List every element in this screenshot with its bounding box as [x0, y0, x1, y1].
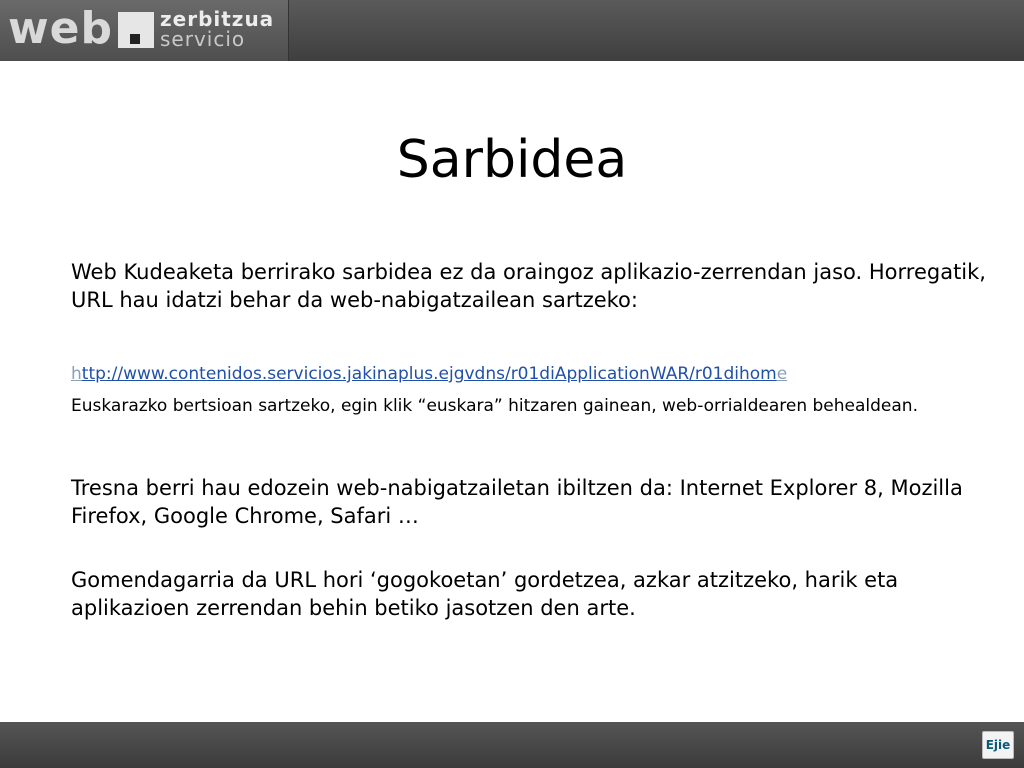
url-last-char: e	[776, 364, 788, 384]
ejie-logo: Ejie	[982, 731, 1014, 759]
header-bar	[0, 0, 1024, 61]
web-zerbitzua-logo	[0, 0, 289, 61]
basque-version-paragraph: Euskarazko bertsioan sartzeko, egin klik “euskara” hitzaren gainean, web-orrialdearen behealdean.	[71, 396, 918, 416]
page-title: Sarbidea	[396, 129, 628, 190]
logo-web-text: web	[8, 3, 113, 54]
intro-paragraph: Web Kudeaketa berrirako sarbidea ez da oraingoz aplikazio-zerrendan jaso. Horregatik, URL hau idatzi behar da web-nabigatzailean sartzeko:	[71, 260, 986, 312]
access-url-link[interactable]: ttp://www.contenidos.servicios.jakinaplus.ejgvdns/r01diApplicationWAR/r01dihom	[81, 364, 777, 384]
bookmark-paragraph: Gomendagarria da URL hori ‘gogokoetan’ gordetzea, azkar atzitzeko, harik eta aplikazioen zerrendan behin betiko jasotzen den arte.	[71, 568, 899, 620]
url-line	[71, 363, 971, 385]
logo-square-icon	[118, 12, 154, 48]
url-first-char: h	[71, 364, 82, 384]
logo-zerbitzua-text: zerbitzua	[160, 7, 275, 31]
logo-servicio-text: servicio	[160, 27, 246, 51]
browsers-paragraph: Tresna berri hau edozein web-nabigatzailetan ibiltzen da: Internet Explorer 8, Mozilla Firefox, Google Chrome, Safari …	[71, 476, 963, 528]
footer-bar	[0, 722, 1024, 768]
